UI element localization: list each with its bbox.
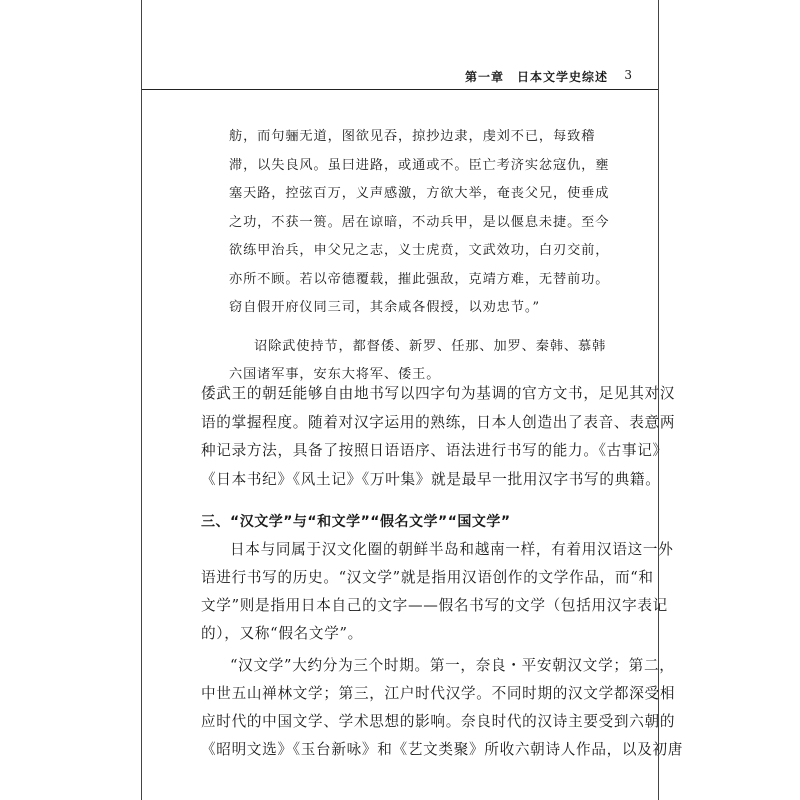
text-line: 语进行书写的历史。“汉文学”就是指用汉语创作的文学作品，而“和 [201, 569, 654, 586]
section-3 [201, 508, 684, 764]
book-page [141, 0, 684, 800]
quote-line: 亦所不顾。若以帝德覆载，摧此强敌，克靖方难，无替前功。 [229, 271, 610, 287]
text-line: 文学”则是指用日本自己的文字——假名书写的文学（包括用汉字表记 [201, 597, 668, 614]
running-header [142, 68, 658, 82]
quote-line: 窃自假开府仪同三司，其余咸各假授，以劝忠节。” [229, 300, 540, 315]
quote-line: 之功，不获一篑。居在谅暗，不动兵甲，是以偃息未捷。至今 [229, 214, 610, 230]
section-heading: 三、“汉文学”与“和文学”“假名文学”“国文学” [201, 514, 511, 530]
chapter-title: 第一章 日本文学史综述 [464, 70, 608, 84]
text-line: 语的掌握程度。随着对汉字运用的熟练，日本人创造出了表音、表意两 [201, 413, 676, 431]
text-line: “汉文学”大约分为三个时期。第一，奈良・平安朝汉文学；第二， [230, 657, 675, 674]
text-line: 《日本书纪》《风土记》《万叶集》就是最早一批用汉字书写的典籍。 [201, 470, 661, 488]
text-line: 的），又称“假名文学”。 [201, 625, 363, 642]
text-line: 应时代的中国文学、学术思想的影响。奈良时代的汉诗主要受到六朝的 [201, 713, 676, 730]
text-line: 日本与同属于汉文化圈的朝鲜半岛和越南一样，有着用汉语这一外 [230, 541, 674, 558]
header-rule [142, 89, 658, 90]
quote-line: 欲练甲治兵，申父兄之志，义士虎贲，文武效功，白刃交前， [229, 243, 610, 258]
quote-line: 六国诸军事，安东大将军、倭王。 [229, 367, 441, 382]
paragraph [201, 380, 676, 494]
quote-line: 塞天路，控弦百万，义声感激，方欲大举，奄丧父兄，使垂成 [229, 186, 610, 201]
quote-line: 舫，而句骊无道，图欲见吞，掠抄边隶，虔刘不已，每致稽 [229, 129, 596, 144]
quoted-memorial [229, 123, 610, 390]
quote-line: 诏除武使持节，都督倭、新罗、任那、加罗、秦韩、慕韩 [254, 338, 607, 354]
text-line: 倭武王的朝廷能够自由地书写以四字句为基调的官方文书，足见其对汉 [201, 385, 676, 402]
text-line: 种记录方法，具备了按照日语语序、语法进行书写的能力。《古事记》 [201, 442, 668, 459]
page-number: 3 [624, 68, 632, 82]
quote-line: 滞，以失良风。虽曰进路，或通或不。臣亡考济实忿寇仇，壅 [229, 157, 610, 173]
text-line: 《昭明文选》《玉台新咏》和《艺文类聚》所收六朝诗人作品，以及初唐 [201, 741, 684, 758]
text-line: 中世五山禅林文学；第三，江户时代汉学。不同时期的汉文学都深受相 [201, 685, 676, 702]
memorial-text [229, 123, 610, 323]
